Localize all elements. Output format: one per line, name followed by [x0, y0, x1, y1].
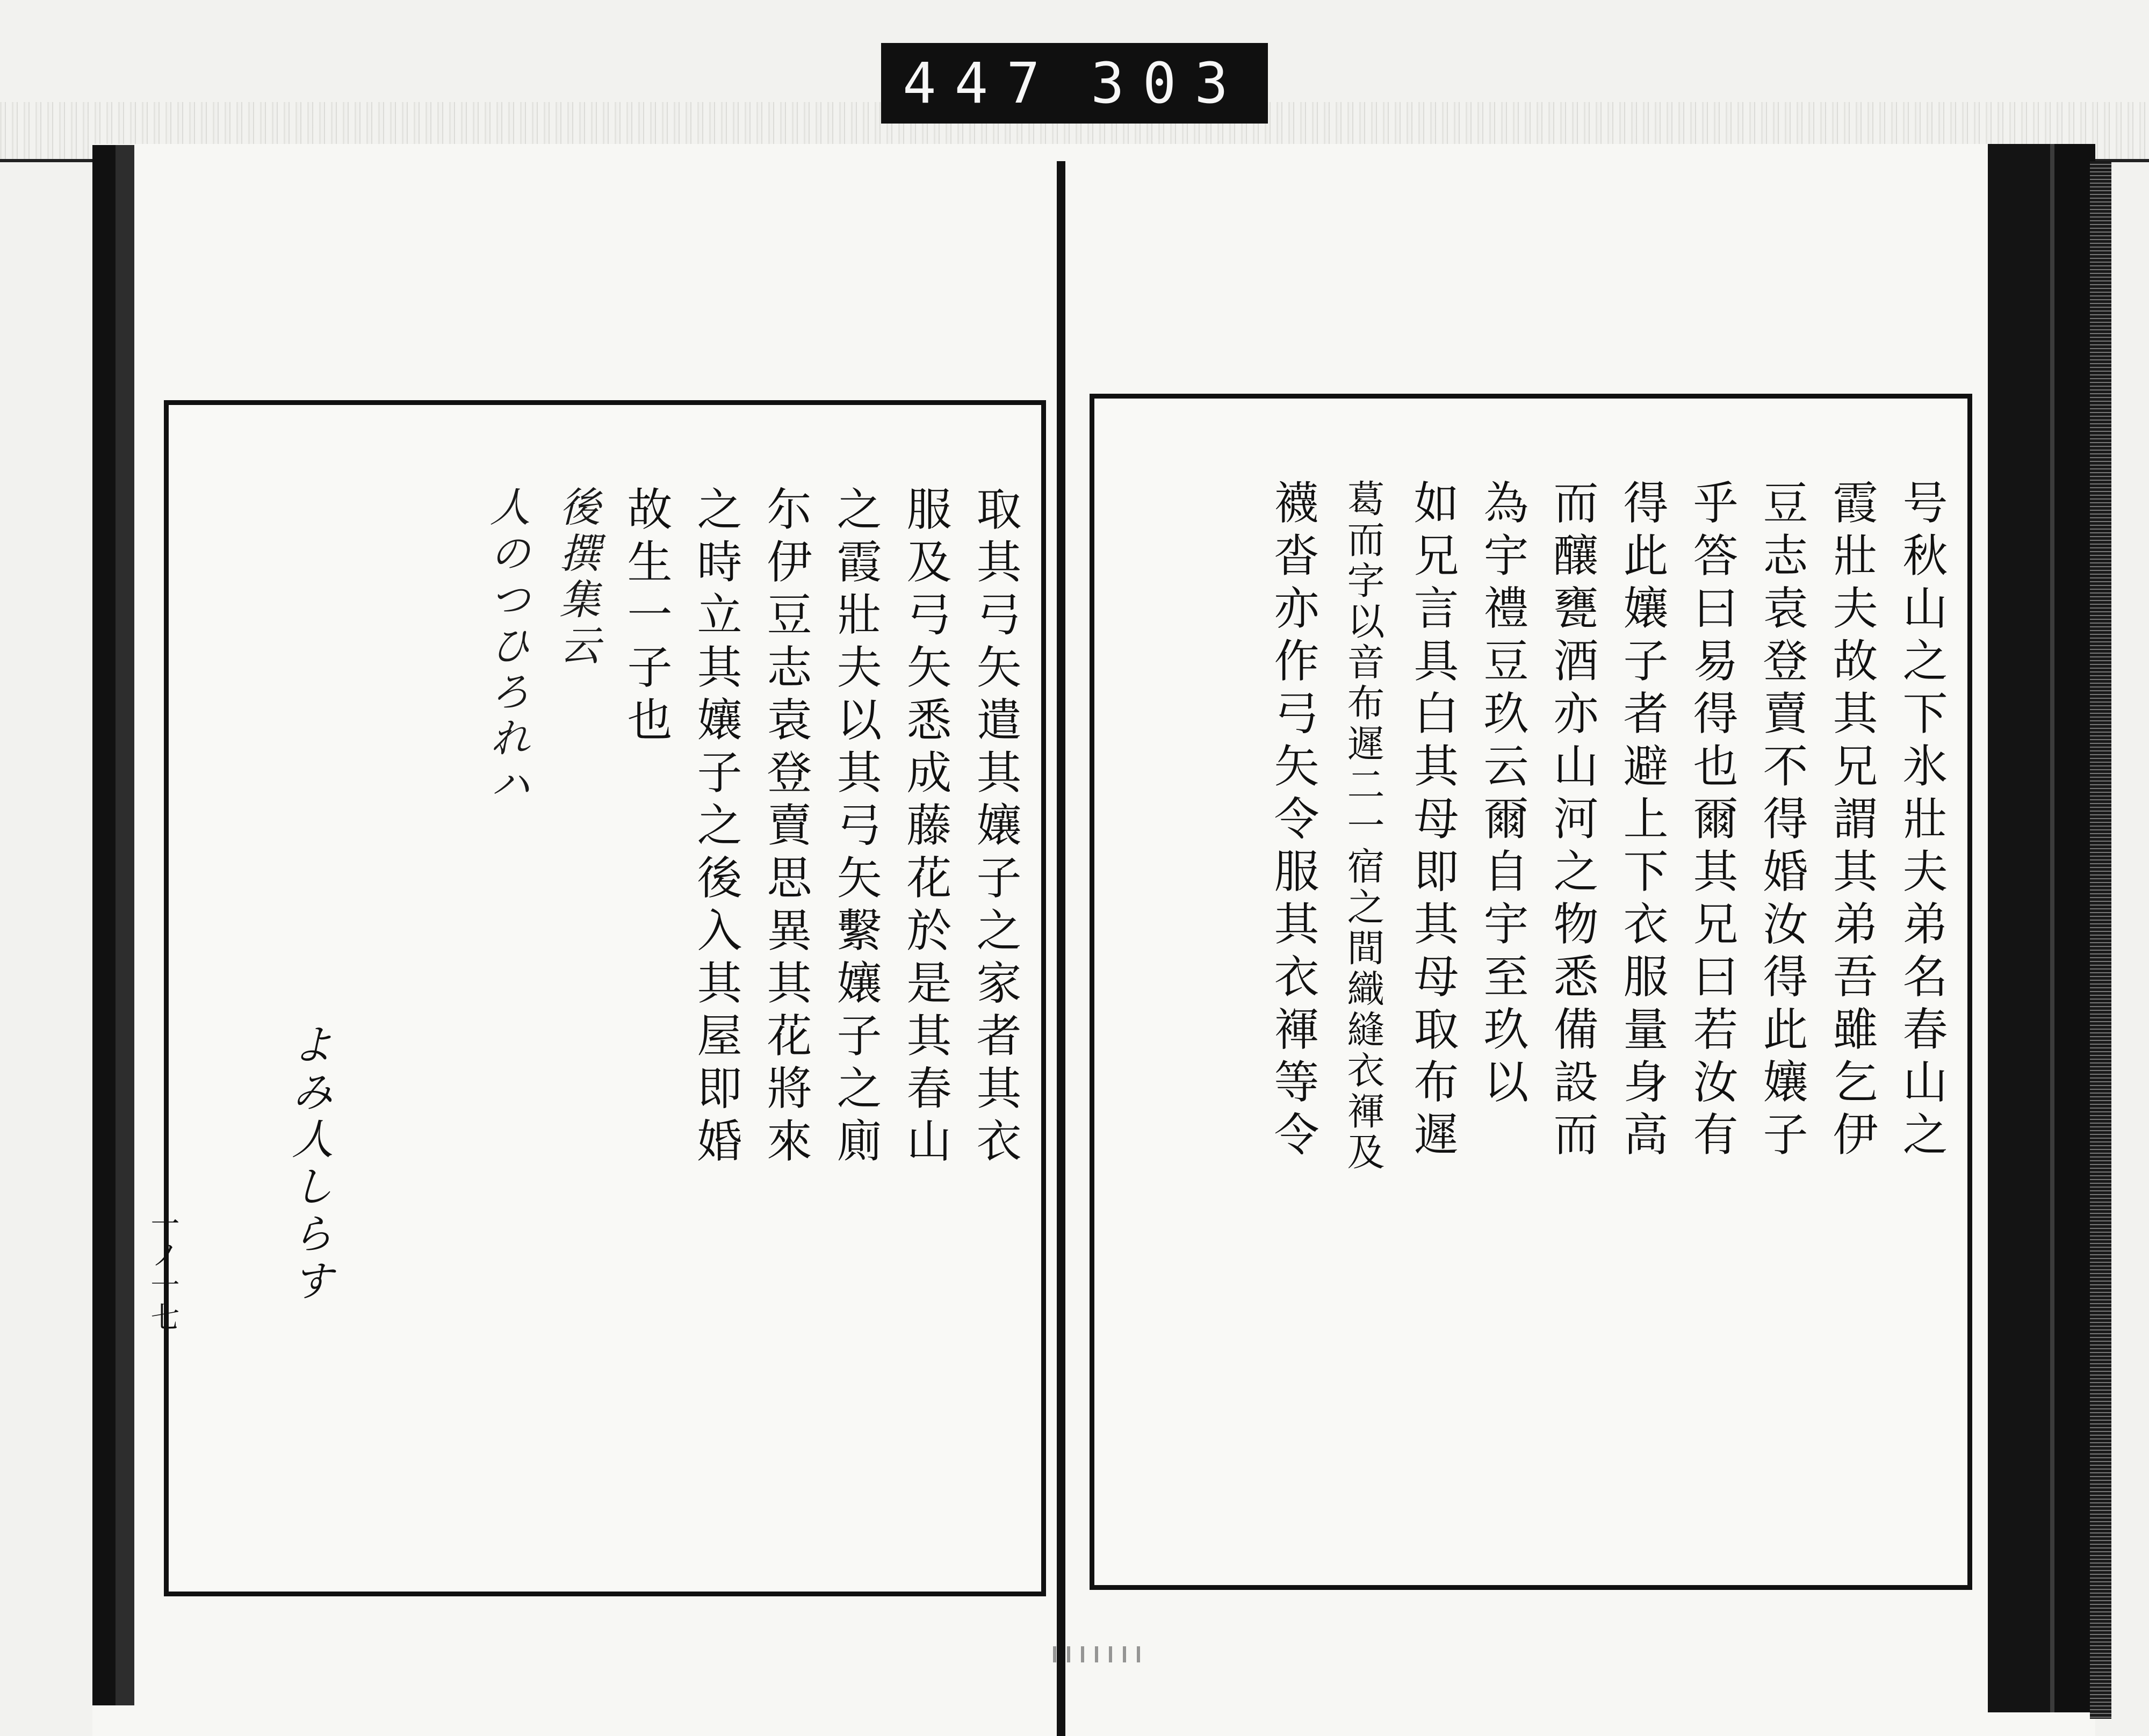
book-edge-left [92, 145, 134, 1705]
text-column: 霞壯夫故其兄謂其弟吾雖乞伊 [1826, 479, 1878, 1163]
text-column: 之時立其孃子之後入其屋即婚 [690, 486, 742, 1170]
label-left-number: 447 [903, 50, 1058, 116]
right-page-panel [1090, 394, 1972, 1590]
text-column: 尓伊豆志袁登賣思異其花將來 [760, 486, 812, 1170]
text-column: 葛而字以音布遲二一宿之間織縫衣褌及 [1341, 479, 1385, 1173]
right-page-columns [1258, 399, 1957, 1585]
left-page-panel [164, 400, 1046, 1596]
book-spine [1057, 161, 1065, 1736]
book-edge-right-pages [2090, 161, 2111, 1719]
text-column: 豆志袁登賣不得婚汝得此孃子 [1756, 479, 1808, 1163]
handwritten-column: 後撰集云 [553, 486, 601, 670]
text-column: 襪沓亦作弓矢令服其衣褌等令 [1267, 479, 1319, 1163]
left-page-columns [472, 405, 1030, 1592]
text-column: 服及弓矢悉成藤花於是其春山 [899, 486, 952, 1170]
text-column: 取其弓矢遣其孃子之家者其衣 [969, 486, 1022, 1170]
text-column: 得此孃子者避上下衣服量身高 [1616, 479, 1669, 1163]
poem-attribution: よみ人しらす [285, 1023, 333, 1306]
text-column: 号秋山之下氷壯夫弟名春山之 [1895, 479, 1948, 1163]
text-column: 而釀甕酒亦山河之物悉備設而 [1546, 479, 1599, 1163]
archive-label [881, 43, 1268, 124]
scan-specks [1053, 1646, 1150, 1662]
text-column: 如兄言具白其母即其母取布遲 [1407, 479, 1459, 1163]
book-edge-right [1988, 144, 2095, 1712]
text-column: 之霞壯夫以其弓矢繫孃子之廁 [830, 486, 882, 1170]
handwritten-column: 人のつひろれハ [483, 486, 531, 809]
text-column: 故生一子也 [620, 486, 673, 749]
label-right-number: 303 [1091, 50, 1246, 116]
text-column: 乎答曰易得也爾其兄曰若汝有 [1686, 479, 1739, 1163]
text-column: 為宇禮豆玖云爾自宇至玖以 [1476, 479, 1529, 1111]
page-folio: 一ノ十七 [146, 1209, 180, 1333]
